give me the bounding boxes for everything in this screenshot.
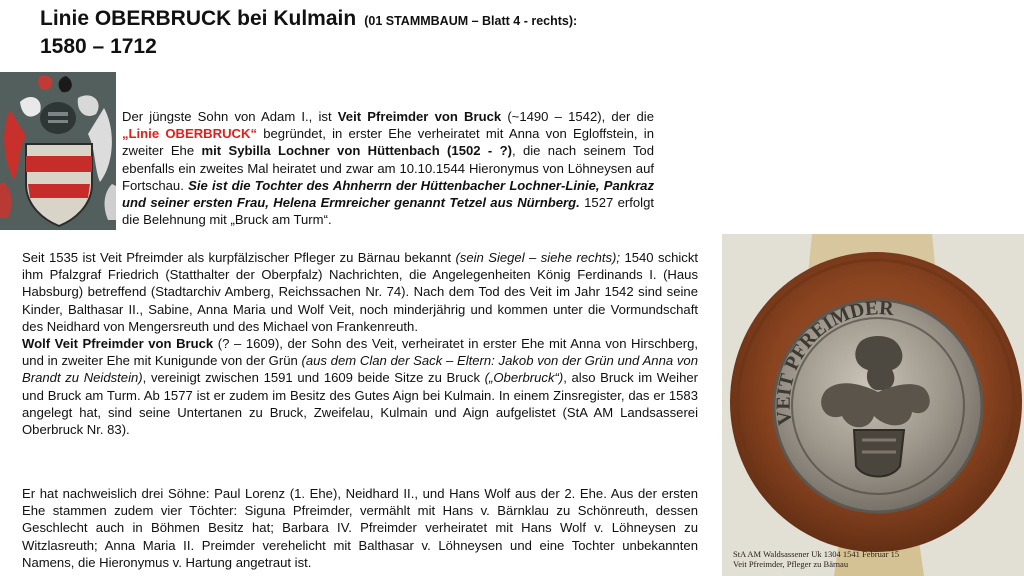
intro-paragraph (122, 108, 654, 228)
veit-name: Veit Pfreimder von Bruck (337, 109, 502, 124)
body-text: 1540 schickt ihm Pfalzgraf Friedrich (Statthalter der Oberpfalz) Nachrichten, die Angelegenheiten König Ferdinands I. (Haus Habsburg) betreffend (Stadtarchiv Amberg, Reichssachen Nr. 74). Nach dem Tod des Veit im Jahr 1542 sind seine Kinder, Balthasar II., Sabine, Anna Maria und Wolf Veit, noch minderjährig und kommen unter die Vormundschaft des Neidhard von Mengersreuth und des Michael von Frankenreuth. (22, 250, 699, 334)
oberbruck-note: („Oberbruck“) (484, 370, 564, 386)
coat-of-arms-image (0, 72, 116, 230)
intro-text: (~1490 – 1542), der die (501, 109, 654, 124)
sybilla-name: mit Sybilla Lochner von Hüttenbach (1502 - ?) (201, 143, 512, 159)
wax-seal-image (722, 234, 1024, 576)
page-header (40, 6, 577, 60)
seal-caption-owner: Veit Pfreimder, Pfleger zu Bärnau (733, 559, 849, 569)
seal-caption (733, 549, 973, 569)
intro-text: , die nach seinem Tod ebenfalls ein zweites Mal heiratet und zwar am 10.10.1544 Hieronymus von Löhneysen auf Fortschau. (122, 143, 654, 193)
children-paragraph: Er hat nachweislich drei Söhne: Paul Lorenz (1. Ehe), Neidhard II., und Hans Wolf aus der 2. Ehe. Aus der ersten Ehe stammen zudem vier Töchter: Siguna Pfreimder, vermählt mit Hans v. Bärnklau zu Schönreuth, dessen Geschlecht auch in Böhmen Besitz hat; Barbara IV. Pfreimder verheiratet mit Hans Wolf v. Löhneysen zu Witzlasreuth; Anna Maria II. Preimder verehelicht mit Balthasar v. Löhneysen und eine Tochter unbekannten Namens, die Hieronymus v. Hartung angetraut ist. (22, 486, 698, 570)
seal-caption-source: StA AM Waldsassener Uk 1304 1541 Februar 15 (733, 549, 900, 559)
line-oberbruck-highlight: „Linie OBERBRUCK“ (122, 126, 257, 142)
seal-legend-text: VEIT PFREIMDER (772, 297, 895, 427)
seal-reference: (sein Siegel – siehe rechts); (455, 250, 621, 265)
wolf-veit-name: Wolf Veit Pfreimder von Bruck (22, 336, 214, 352)
lineage-note: Sie ist die Tochter des Ahnherrn der Hüttenbacher Lochner-Linie, Pankraz und seiner ersten Frau, Helena Ermreicher genannt Tetzel aus Nürnberg. (122, 177, 654, 211)
intro-text: begründet, in erster Ehe verheiratet mit Anna von Egloffstein, in zweiter Ehe (122, 126, 654, 159)
page-title-line (40, 6, 577, 34)
body-text: Seit 1535 ist Veit Pfreimder als kurpfälzischer Pfleger zu Bärnau bekannt (22, 250, 456, 265)
body-text: , vereinigt zwischen 1591 und 1609 beide Sitze zu Bruck (142, 370, 485, 386)
page-title: Linie OBERBRUCK bei Kulmain (40, 7, 357, 30)
intro-text: Der jüngste Sohn von Adam I., ist (122, 109, 338, 124)
body-text: (? – 1609), der Sohn des Veit, verheiratet in erster Ehe mit Anna von Hirschberg, und in zweiter Ehe mit Kunigunde von der Grün (22, 336, 699, 369)
body-paragraph (22, 249, 698, 438)
body-text: , also Bruck im Weiher und Bruck am Turm. Ab 1577 ist er zudem im Besitz des Gutes Aign bei Kulmain. In einem Zinsregister, das er 1583 angelegt hat, sind seine Untertanen zu Bruck, Zweifelau, Kulmain und Aign aufgelistet (StA AM Landsasserei Oberbruck Nr. 83). (22, 370, 698, 438)
clan-note: (aus dem Clan der Sack – Eltern: Jakob von der Grün und Anna von Brandt zu Neidstein) (22, 353, 698, 386)
page-subtitle: (01 STAMMBAUM – Blatt 4 - rechts): (364, 14, 578, 28)
intro-text: 1527 erfolgt die Belehnung mit „Bruck am Turm“. (122, 195, 655, 228)
page-years: 1580 – 1712 (40, 35, 157, 58)
